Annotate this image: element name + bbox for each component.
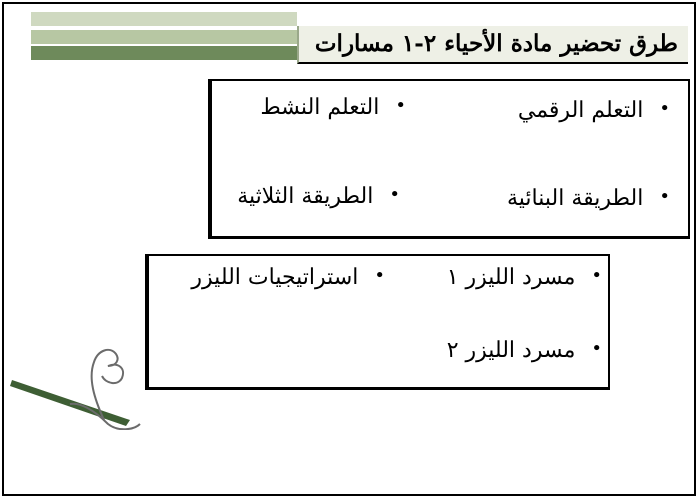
bullet-icon: • [659,186,670,207]
bullet-icon: • [395,95,406,116]
bullet-icon: • [374,265,385,286]
title-bar [297,26,688,64]
list-item-label: استراتيجيات الليزر [191,265,359,290]
bullet-icon: • [659,98,670,119]
list-item-label: الطريقة الثلاثية [237,184,374,209]
list-item-label: التعلم الرقمي [517,98,644,123]
decor-band-mid [31,30,297,44]
list-item [237,186,400,208]
bullet-icon: • [591,338,602,359]
decor-band-dark [31,46,297,60]
list-item-label: مسرد الليزر ١ [446,265,576,290]
bullet-icon: • [591,265,602,286]
bullet-icon: • [389,184,400,205]
list-item [447,267,602,289]
list-item [191,267,385,289]
decor-band-light [31,12,297,26]
list-item [507,188,670,210]
list-item-label: التعلم النشط [260,95,380,120]
list-item [260,97,406,119]
list-item-label: الطريقة البنائية [506,186,644,211]
list-item [518,100,670,122]
list-item-label: مسرد الليزر ٢ [446,338,576,363]
slide-title: طرق تحضير مادة الأحياء ٢-١ مسارات [314,30,678,57]
heart-arrow-logo-icon [8,340,148,430]
list-item [447,340,602,362]
